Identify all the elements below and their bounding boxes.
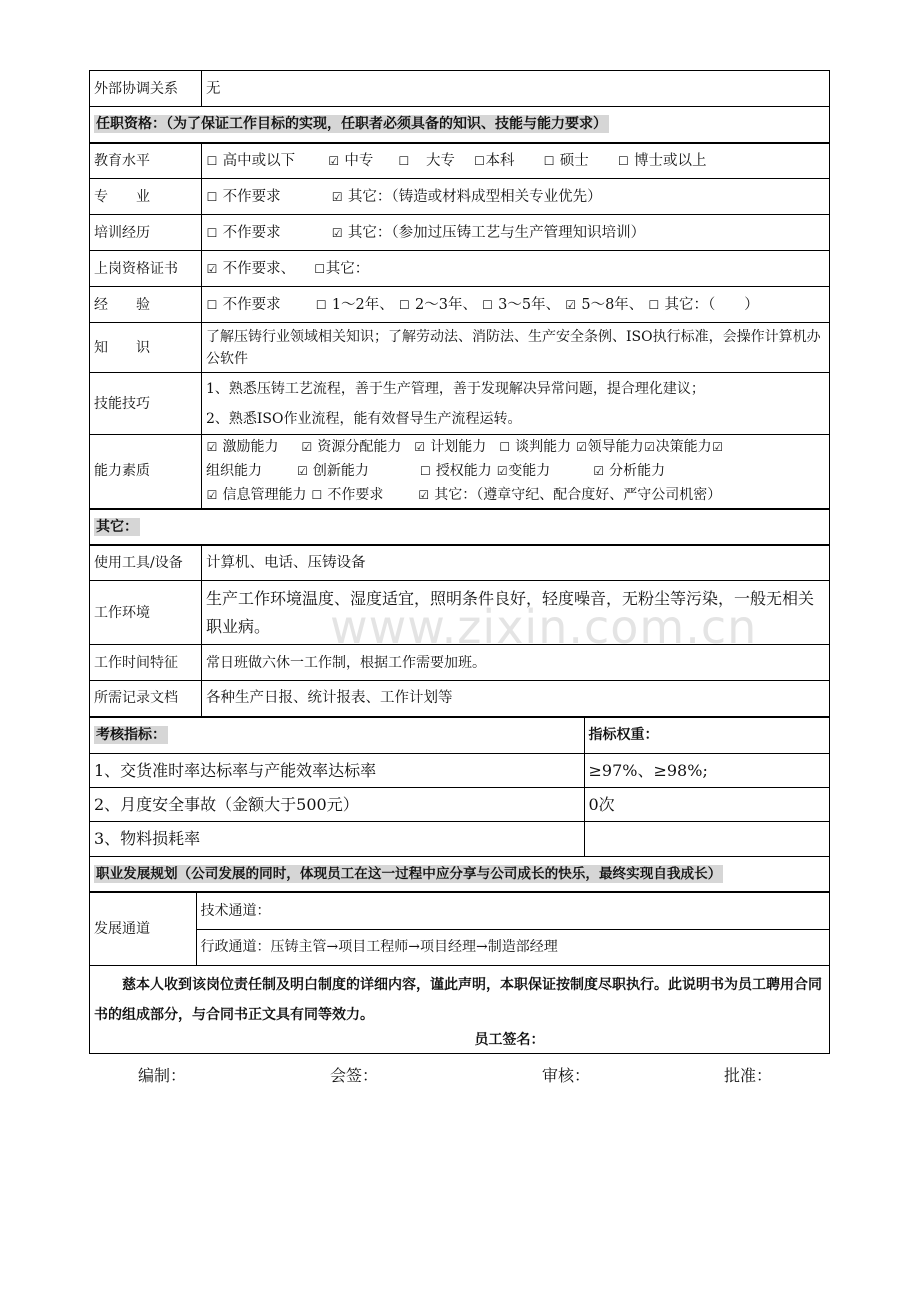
skills-line-1: 1、熟悉压铸工艺流程，善于生产管理，善于发现解决异常问题，提合理化建议； bbox=[206, 380, 705, 397]
label-environment: 工作环境 bbox=[90, 581, 202, 645]
employee-signature: 员工签名： bbox=[474, 1032, 545, 1048]
kpi-name: 2、月度安全事故（金额大于500元） bbox=[90, 788, 584, 822]
kpi-name: 3、物料损耗率 bbox=[90, 822, 584, 856]
job-description-table bbox=[89, 70, 830, 1054]
checked-box-icon: ☑ bbox=[331, 189, 343, 204]
label-education: 教育水平 bbox=[90, 143, 202, 179]
checkbox-icon: ☐ bbox=[399, 297, 410, 312]
checkbox-icon: ☐ bbox=[314, 261, 326, 276]
education-options: ☐ 高中或以下 ☑ 中专 ☐ 大专 ☐本科 ☐ 硕士 ☐ 博士或以上 bbox=[202, 143, 830, 179]
other-header: 其它： bbox=[90, 509, 830, 545]
approved-by: 批准： bbox=[724, 1066, 773, 1085]
checked-box-icon: ☑ bbox=[206, 440, 218, 455]
checkbox-icon: ☐ bbox=[206, 225, 218, 240]
checkbox-icon: ☐ bbox=[419, 464, 431, 479]
label-training: 培训经历 bbox=[90, 215, 202, 251]
label-external: 外部协调关系 bbox=[90, 71, 202, 107]
checkbox-icon: ☐ bbox=[398, 153, 410, 168]
label-ability: 能力素质 bbox=[90, 435, 202, 509]
checkbox-icon: ☐ bbox=[482, 297, 493, 312]
ability-line-2: 组织能力 ☑ 创新能力 ☐ 授权能力 ☑变能力 ☑ 分析能力 bbox=[206, 459, 825, 483]
checked-box-icon: ☑ bbox=[331, 225, 343, 240]
checked-box-icon: ☑ bbox=[297, 464, 308, 479]
certificate-options: ☑ 不作要求、 ☐其它： bbox=[202, 251, 830, 287]
career-tech: 技术通道： bbox=[200, 902, 271, 919]
checked-box-icon: ☑ bbox=[576, 440, 587, 455]
statement-cell bbox=[90, 966, 830, 1054]
career-section bbox=[90, 892, 830, 966]
checked-box-icon: ☑ bbox=[712, 440, 723, 455]
checkbox-icon: ☐ bbox=[315, 297, 327, 312]
statement-text: 慈本人收到该岗位责任制及明白制度的详细内容，谨此声明，本职保证按制度尽职执行。此说明书为员工聘用合同书的组成部分，与合同书正文具有同等效力。 bbox=[94, 977, 822, 1023]
checkbox-icon: ☐ bbox=[474, 153, 485, 168]
checkbox-icon: ☐ bbox=[206, 297, 218, 312]
value-worktime: 常日班做六休一工作制，根据工作需要加班。 bbox=[202, 645, 830, 681]
career-header: 职业发展规划（公司发展的同时，体现员工在这一过程中应分享与公司成长的快乐，最终实现自我成长） bbox=[90, 856, 830, 892]
checked-box-icon: ☑ bbox=[565, 297, 577, 312]
checkbox-icon: ☐ bbox=[206, 153, 218, 168]
checkbox-icon: ☐ bbox=[206, 189, 218, 204]
label-career: 发展通道 bbox=[90, 893, 196, 965]
checkbox-icon: ☐ bbox=[648, 297, 660, 312]
label-experience: 经 验 bbox=[90, 287, 202, 323]
label-records: 所需记录文档 bbox=[90, 681, 202, 717]
skills-line-2: 2、熟悉ISO作业流程，能有效督导生产流程运转。 bbox=[206, 410, 522, 427]
checkbox-icon: ☐ bbox=[499, 440, 511, 455]
label-major: 专 业 bbox=[90, 179, 202, 215]
weight-header: 指标权重： bbox=[588, 727, 659, 744]
reviewed-by: 审核： bbox=[542, 1066, 591, 1085]
label-skills: 技能技巧 bbox=[90, 373, 202, 435]
label-knowledge: 知 识 bbox=[90, 323, 202, 373]
value-knowledge: 了解压铸行业领域相关知识；了解劳动法、消防法、生产安全条例、ISO执行标准，会操作计算机办公软件 bbox=[202, 323, 830, 373]
kpi-weight: 0次 bbox=[584, 788, 829, 822]
ability-line-1: ☑ 激励能力 ☑ 资源分配能力 ☑ 计划能力 ☐ 谈判能力 ☑领导能力☑决策能力☑ bbox=[206, 435, 825, 459]
ability-line-3: ☑ 信息管理能力 ☐ 不作要求 ☑ 其它：（遵章守纪、配合度好、严守公司机密） bbox=[206, 483, 825, 507]
checked-box-icon: ☑ bbox=[496, 464, 508, 479]
qualification-header: 任职资格：（为了保证工作目标的实现，任职者必须具备的知识、技能与能力要求） bbox=[90, 107, 830, 143]
checkbox-icon: ☐ bbox=[311, 488, 323, 503]
watermark: www.zixin.com.cn bbox=[330, 600, 758, 654]
checkbox-icon: ☐ bbox=[617, 153, 629, 168]
label-tools: 使用工具/设备 bbox=[90, 545, 202, 581]
checked-box-icon: ☑ bbox=[593, 464, 605, 479]
checked-box-icon: ☑ bbox=[301, 440, 313, 455]
checked-box-icon: ☑ bbox=[206, 261, 218, 276]
kpi-name: 1、交货准时率达标率与产能效率达标率 bbox=[90, 754, 584, 788]
ability-options bbox=[202, 435, 830, 509]
checked-box-icon: ☑ bbox=[206, 488, 218, 503]
checkbox-icon: ☐ bbox=[543, 153, 555, 168]
countersign: 会签： bbox=[330, 1066, 379, 1085]
career-admin: 行政通道：压铸主管→项目工程师→项目经理→制造部经理 bbox=[196, 929, 829, 965]
value-external: 无 bbox=[202, 71, 830, 107]
kpi-weight bbox=[584, 822, 829, 856]
training-options: ☐ 不作要求 ☑ 其它：（参加过压铸工艺与生产管理知识培训） bbox=[202, 215, 830, 251]
value-tools: 计算机、电话、压铸设备 bbox=[202, 545, 830, 581]
label-worktime: 工作时间特征 bbox=[90, 645, 202, 681]
kpi-weight: ≥97%、≥98%; bbox=[584, 754, 829, 788]
checked-box-icon: ☑ bbox=[328, 153, 340, 168]
value-records: 各种生产日报、统计报表、工作计划等 bbox=[202, 681, 830, 717]
major-options: ☐ 不作要求 ☑ 其它：（铸造或材料成型相关专业优先） bbox=[202, 179, 830, 215]
checked-box-icon: ☑ bbox=[644, 440, 655, 455]
checked-box-icon: ☑ bbox=[418, 488, 430, 503]
value-skills bbox=[202, 373, 830, 435]
checked-box-icon: ☑ bbox=[414, 440, 426, 455]
value-environment: 生产工作环境温度、湿度适宜，照明条件良好，轻度噪音，无粉尘等污染，一般无相关职业病。 bbox=[202, 581, 830, 645]
kpi-header: 考核指标： bbox=[90, 718, 584, 754]
experience-options: ☐ 不作要求 ☐ 1～2年、 ☐ 2～3年、 ☐ 3～5年、 ☑ 5～8年、 ☐ 其它：（ ） bbox=[202, 287, 830, 323]
prepared-by: 编制： bbox=[138, 1066, 187, 1085]
kpi-section bbox=[90, 717, 830, 857]
label-certificate: 上岗资格证书 bbox=[90, 251, 202, 287]
